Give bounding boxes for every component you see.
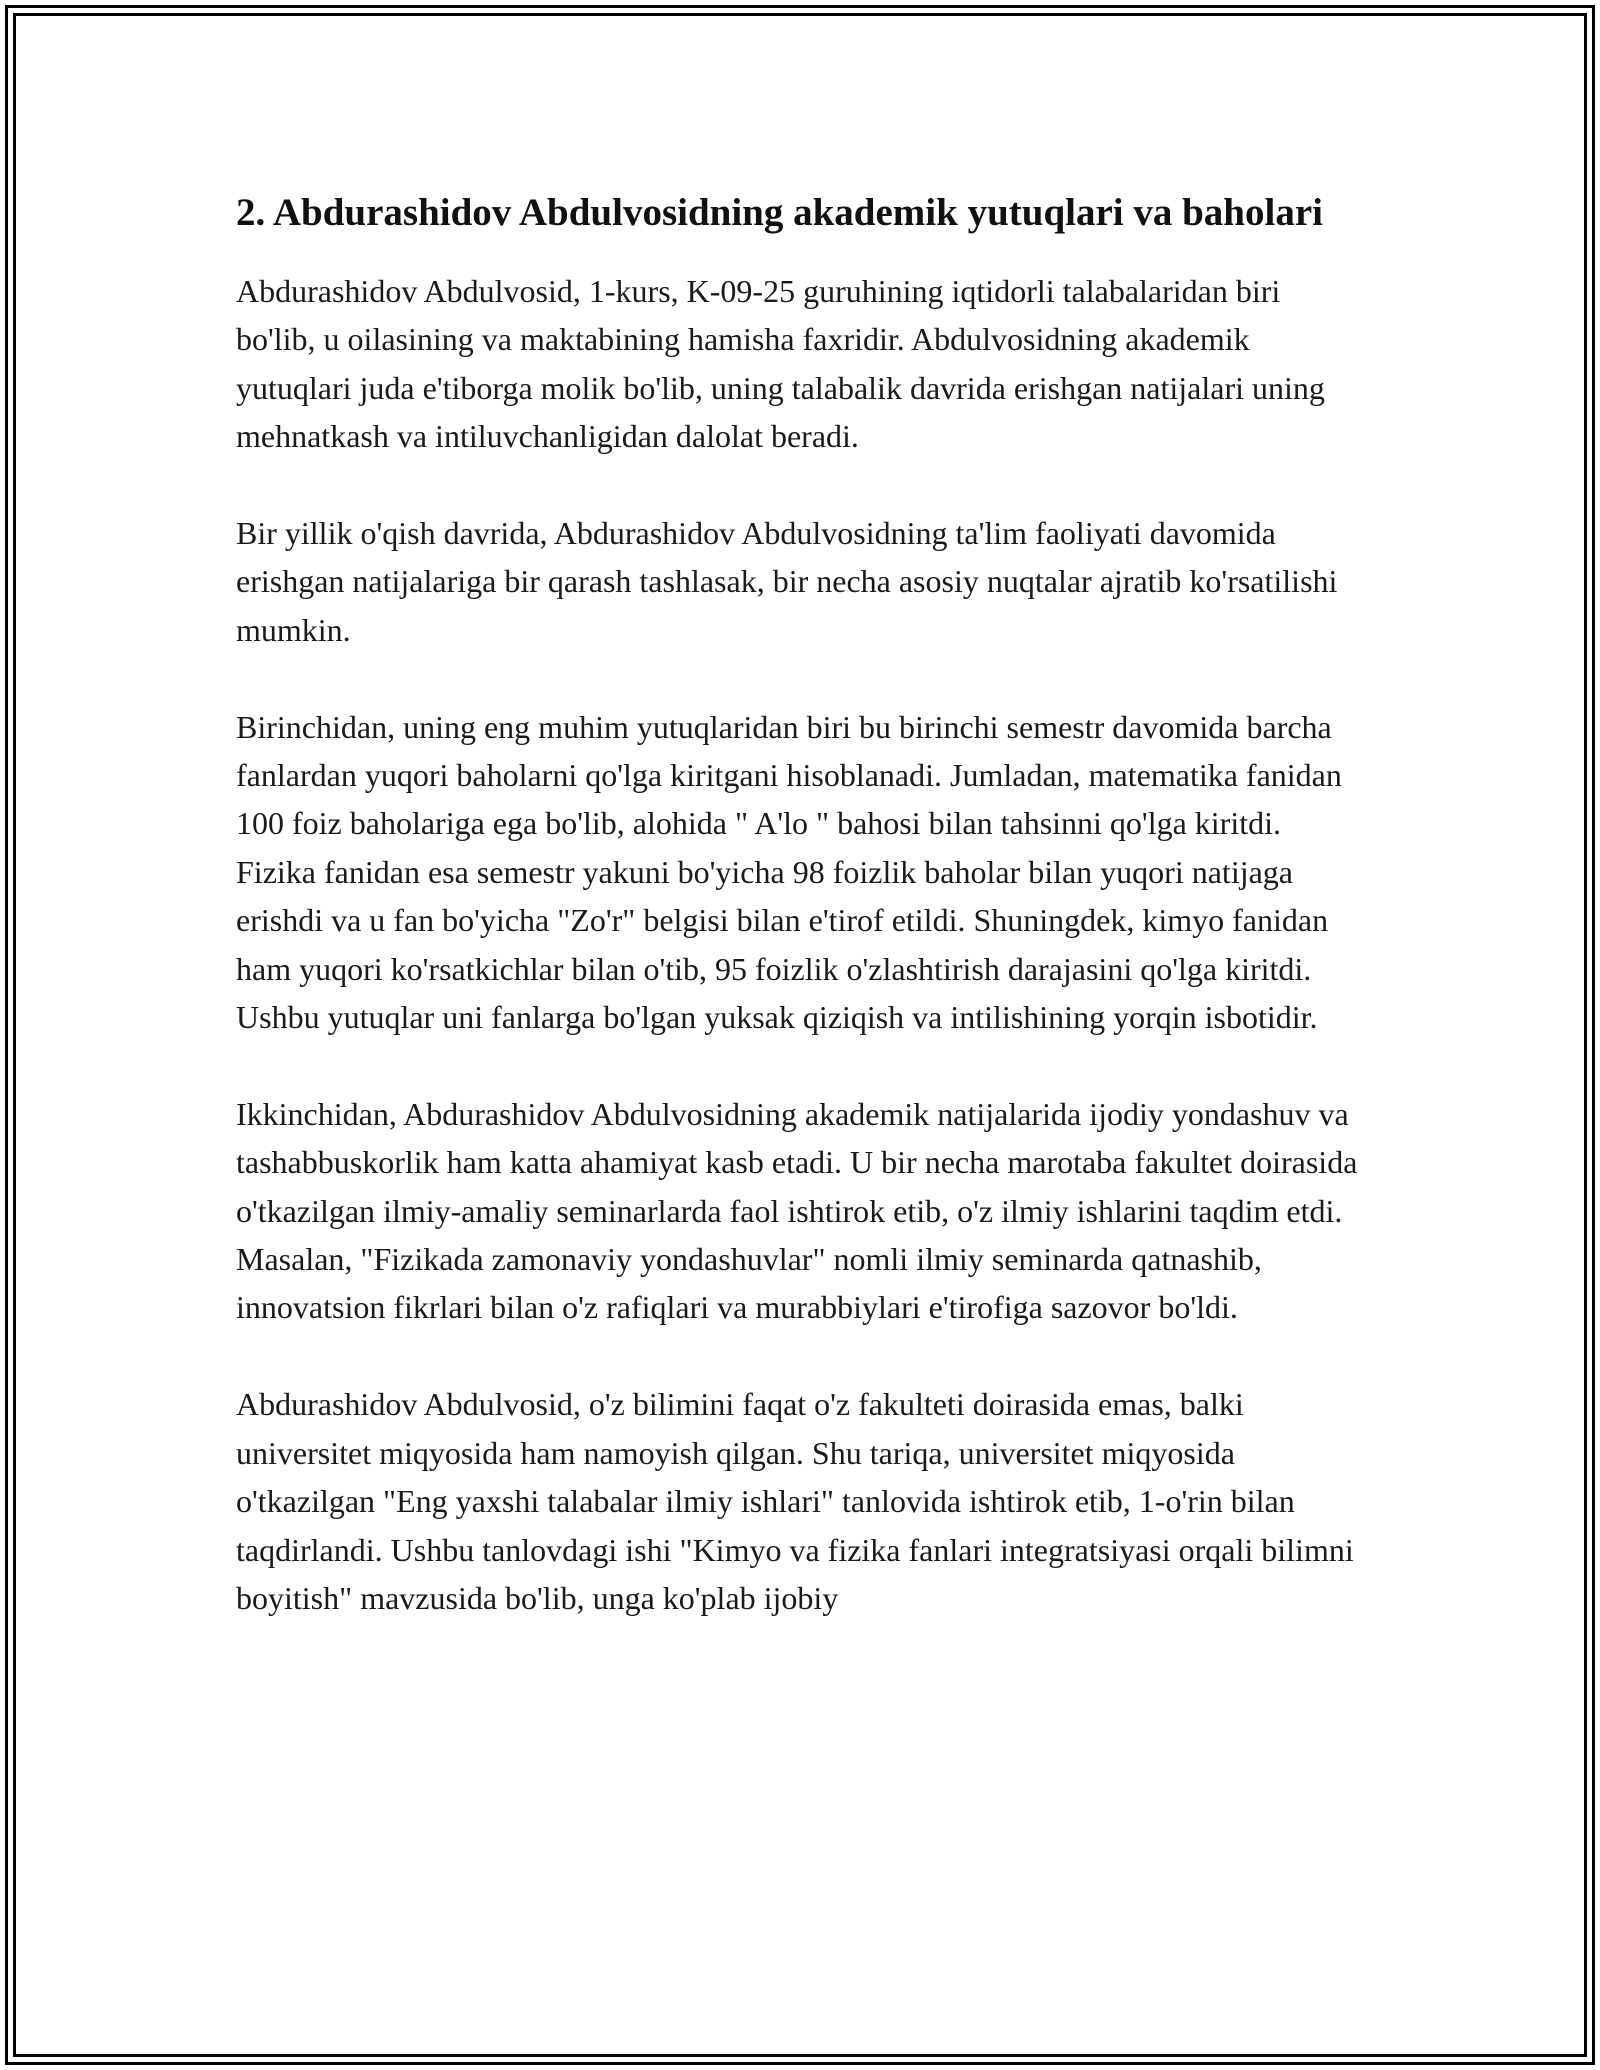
- paragraph-second-point: Ikkinchidan, Abdurashidov Abdulvosidning akademik natijalarida ijodiy yondashuv va tashabbuskorlik ham katta ahamiyat kasb etadi. U bir necha marotaba fakultet doirasida o'tkazilgan ilmiy-amaliy seminarlarda faol ishtirok etib, o'z ilmiy ishlarini taqdim etdi. Masalan, "Fizikada zamonaviy yondashuvlar" nomli ilmiy seminarda qatnashib, innovatsion fikrlari bilan o'z rafiqlari va murabbiylari e'tirofiga sazovor bo'ldi.: [236, 1095, 1358, 1326]
- paragraph-first-point: Birinchidan, uning eng muhim yutuqlaridan biri bu birinchi semestr davomida barcha fanlardan yuqori baholarni qo'lga kiritgani hisoblanadi. Jumladan, matematika fanidan 100 foiz baholariga ega bo'lib, alohida " A'lo " bahosi bilan tahsinni qo'lga kiritdi. Fizika fanidan esa semestr yakuni bo'yicha 98 foizlik baholar bilan yuqori natijaga erishdi va u fan bo'yicha "Zo'r" belgisi bilan e'tirof etildi. Shuningdek, kimyo fanidan ham yuqori ko'rsatkichlar bilan o'tib, 95 foizlik o'zlashtirish darajasini qo'lga kiritdi. Ushbu yutuqlar uni fanlarga bo'lgan yuksak qiziqish va intilishining yorqin isbotidir.: [236, 708, 1342, 1036]
- paragraph-university-achievement: Abdurashidov Abdulvosid, o'z bilimini faqat o'z fakulteti doirasida emas, balki universitet miqyosida ham namoyish qilgan. Shu tariqa, universitet miqyosida o'tkazilgan "Eng yaxshi talabalar ilmiy ishlari" tanlovida ishtirok etib, 1-o'rin bilan taqdirlandi. Ushbu tanlovdagi ishi "Kimyo va fizika fanlari integratsiyasi orqali bilimni boyitish" mavzusida bo'lib, unga ko'plab ijobiy: [236, 1386, 1354, 1616]
- paragraph-intro: Abdurashidov Abdulvosid, 1-kurs, K-09-25 guruhining iqtidorli talabalaridan biri bo'lib, u oilasining va maktabining hamisha faxridir. Abdulvosidning akademik yutuqlari juda e'tiborga molik bo'lib, uning talabalik davrida erishgan natijalari uning mehnatkash va intiluvchanligidan dalolat beradi.: [236, 273, 1325, 455]
- document-body: [236, 185, 1366, 1671]
- paragraph-overview: Bir yillik o'qish davrida, Abdurashidov Abdulvosidning ta'lim faoliyati davomida erishgan natijalariga bir qarash tashlasak, bir necha asosiy nuqtalar ajratib ko'rsatilishi mumkin.: [236, 515, 1338, 648]
- section-heading: 2. Abdurashidov Abdulvosidning akademik yutuqlari va baholari: [236, 191, 1323, 234]
